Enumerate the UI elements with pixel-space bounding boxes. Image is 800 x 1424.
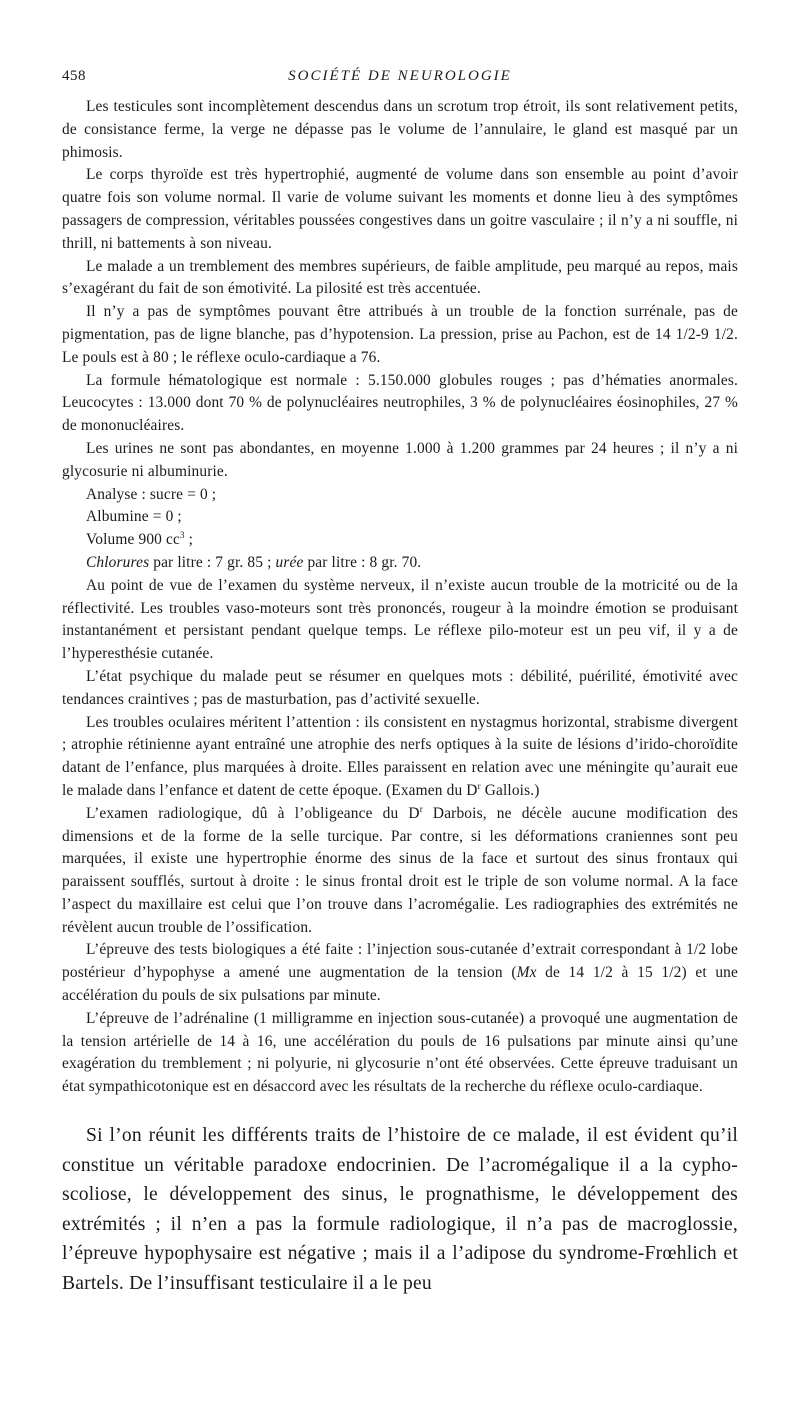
chlorures-label: Chlorures <box>86 553 150 571</box>
paragraph-testicules: Les testicules sont incomplètement descendus dans un scrotum trop étroit, ils sont relativement petits, de consistance ferme, la verge ne dépasse pas le volume de l’annulaire, le gland est masqué par un phimosis. <box>62 98 738 161</box>
case-report-body <box>62 96 738 1099</box>
analysis-volume <box>62 529 738 552</box>
analysis-sucre: Analyse : sucre = 0 ; <box>86 485 217 503</box>
page-number: 458 <box>62 68 86 84</box>
running-head <box>62 68 738 96</box>
dr-superscript: r <box>419 803 423 814</box>
mx-label: Mx <box>516 964 537 982</box>
paragraph-conclusion: Si l’on réunit les différents traits de l’histoire de ce malade, il est évident qu’il constitue un véritable paradoxe endocrinien. De l’acromégalique il a la cypho-scoliose, le développement des sinus, le prognathisme, le développement des extrémités ; il n’en a pas la formule radiologique, il n’a pas de macroglossie, l’épreuve hypophysaire est négative ; mais il a l’adipose du syndrome-Frœhlich et Bartels. De l’insuffisant testiculaire il a le peu <box>62 1125 738 1294</box>
chlorures-value: par litre : 7 gr. 85 ; <box>153 553 272 571</box>
paragraph-thyroide: Le corps thyroïde est très hypertrophié, augmenté de volume dans son ensemble au point d’avoir quatre fois son volume normal. Il varie de volume suivant les moments et donne lieu à des symptômes passagers de compression, véritables poussées congestives dans un goitre vasculaire ; il n’y a ni souffle, ni thrill, ni battements à son niveau. <box>62 166 738 252</box>
paragraph-adrenaline: L’épreuve de l’adrénaline (1 milligramme en injection sous-cutanée) a provoqué une augmentation de la tension artérielle de 14 à 16, une accélération du pouls de 16 pulsations par minute ainsi qu’une exagération du tremblement ; ni polyurie, ni glycosurie n’ont été observées. Cette épreuve traduisant un état sympathicotonique est en désaccord avec les résultats de la recherche du réflexe oculo-cardiaque. <box>62 1009 738 1096</box>
paragraph-etat-psychique: L’état psychique du malade peut se résumer en quelques mots : débilité, puérilité, émotivité avec tendances craintives ; pas de masturbation, pas d’activité sexuelle. <box>62 667 738 708</box>
analysis-albumine: Albumine = 0 ; <box>86 508 182 526</box>
uree-label: urée <box>275 553 304 571</box>
paragraph-hematologie: La formule hématologique est normale : 5.150.000 globules rouges ; pas d’hématies anormales. Leucocytes : 13.000 dont 70 % de polynucléaires neutrophiles, 3 % de polynucléaires éosinophiles, 27 % de mononucléaires. <box>62 371 738 435</box>
conclusion-body <box>62 1121 738 1298</box>
paragraph-tremblement: Le malade a un tremblement des membres supérieurs, de faible amplitude, peu marqué au repos, mais s’exagérant du fait de son émotivité. La pilosité est très accentuée. <box>62 257 738 298</box>
running-title: SOCIÉTÉ DE NEUROLOGIE <box>288 68 512 84</box>
tests-text: L’épreuve des tests biologiques a été faite : l’injection sous-cutanée d’extrait correspondant à 1/2 lobe postérieur d’hypophyse a amené une augmentation de la tension ( <box>62 941 738 982</box>
radiologie-text: L’examen radiologique, dû à l’obligeance du D <box>86 804 420 822</box>
paragraph-radiologie <box>62 803 738 940</box>
paragraph-tests-biologiques <box>62 939 738 1007</box>
paragraph-surrenale: Il n’y a pas de symptômes pouvant être attribués à un trouble de la fonction surrénale, pas de pigmentation, pas de ligne blanche, pas d’hypotension. La pression, prise au Pachon, est de 14 1/2-9 1/2. Le pouls est à 80 ; le réflexe oculo-cardiaque a 76. <box>62 303 738 366</box>
paragraph-systeme-nerveux: Au point de vue de l’examen du système nerveux, il n’existe aucun trouble de la motricité ou de la réflectivité. Les troubles vaso-moteurs sont très prononcés, rougeur à la moindre émotion se produisant instantanément et persistant pendant quelque temps. Le réflexe pilo-moteur est un peu vif, il y a de l’hyperesthésie cutanée. <box>62 576 738 663</box>
volume-exponent: 3 <box>180 530 185 541</box>
analysis-chlorures <box>62 552 738 575</box>
radiologie-rest: Darbois, ne décèle aucune modification des dimensions et de la forme de la selle turcique. Par contre, si les déformations craniennes sont peu marquées, il existe une hypertrophie énorme des sinus de la face et surtout des sinus frontaux qui paraissent soufflés, surtout à droite : le sinus frontal droit est le triple de son volume normal. A la face l’aspect du maxillaire est celui que l’on trouve dans l’acromégalie. Les radiographies des extrémités ne révèlent aucun trouble de l’ossification. <box>62 804 738 936</box>
paragraph-troubles-oculaires <box>62 712 738 803</box>
volume-end: ; <box>184 531 194 549</box>
volume-text: Volume 900 cc <box>86 531 180 549</box>
oculaires-end: Gallois.) <box>480 781 540 799</box>
dr-superscript: r <box>477 780 481 791</box>
uree-value: par litre : 8 gr. 70. <box>307 553 422 571</box>
paragraph-urines: Les urines ne sont pas abondantes, en moyenne 1.000 à 1.200 grammes par 24 heures ; il n’y a ni glycosurie ni albuminurie. <box>62 439 738 480</box>
oculaires-text: Les troubles oculaires méritent l’attention : ils consistent en nystagmus horizontal, strabisme divergent ; atrophie rétinienne ayant entraîné une atrophie des nerfs optiques à la suite de lésions d’irido-choroïdite datant de l’enfance, plus marquées à droite. Elles paraissent en relation avec une méningite qu’aurait eue le malade dans l’enfance et datent de cette époque. (Examen du D <box>62 713 738 799</box>
tests-rest: de 14 1/2 à 15 1/2) et une accélération du pouls de six pulsations par minute. <box>62 964 739 1005</box>
